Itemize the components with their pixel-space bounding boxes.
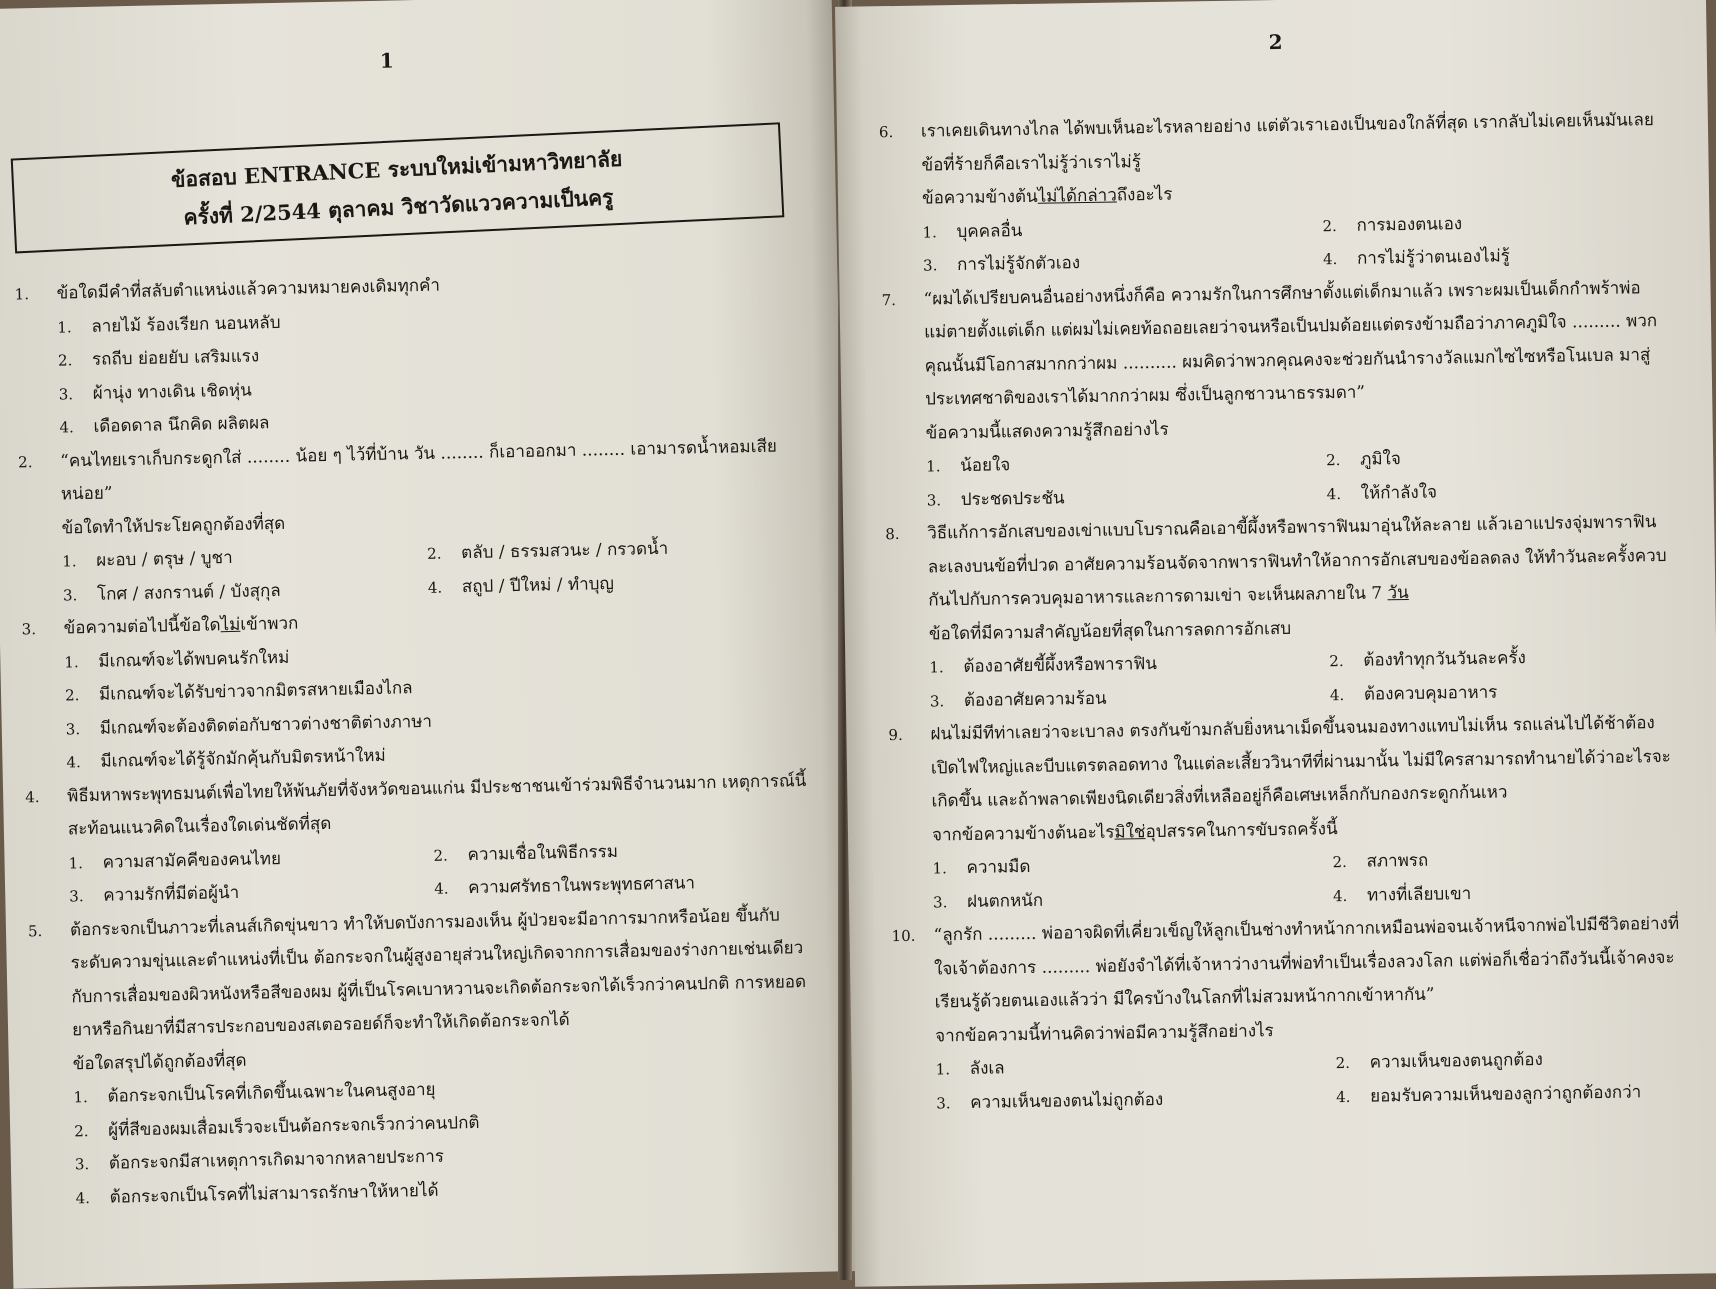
question-3 — [21, 597, 814, 781]
option-text: ต้อกระจกมีสาเหตุการเกิดมาจากหลายประการ — [108, 1146, 445, 1174]
option-text: ต้องอาศัยขี้ผึ้งหรือพาราฟิน — [963, 653, 1158, 677]
option-number: 2. — [1326, 451, 1341, 470]
option-text: รถถีบ ย่อยยับ เสริมแรง — [91, 346, 260, 370]
right-questions — [879, 104, 1685, 1121]
option-number: 3. — [922, 256, 938, 275]
question-number: 4. — [25, 787, 40, 806]
option-number: 1. — [922, 222, 938, 242]
option-number: 3. — [74, 1155, 90, 1174]
option-number: 3. — [62, 585, 78, 605]
question-5 — [28, 898, 824, 1216]
question-6 — [879, 104, 1672, 284]
option — [1333, 874, 1681, 913]
option-number: 2. — [1335, 1053, 1351, 1073]
stem-text: จากข้อความข้างต้นอะไร — [931, 822, 1115, 845]
stem-text: ถึงอะไร — [1116, 184, 1173, 206]
option-text: ทางที่เลียบเขา — [1366, 883, 1472, 906]
question-4 — [25, 764, 818, 915]
question-stem: “ผมได้เปรียบคนอื่นอย่างหนึ่งก็คือ ความรักในการศึกษาตั้งแต่เด็กมาแล้ว เพราะผมเป็นเด็กกำพร้าพ่อแม่ตายตั้งแต่เด็ก แต่ผมไม่เคยท้อถอยเลยว่าจนหรือเป็นปมด้อยแต่ตรงข้ามถือว่าภาคภูมิใจ ......... พวกคุณนั้นมีโอกาสมากกว่าผม .......... ผมคิดว่าพวกคุณคงจะช่วยกันนำรางวัลแมกไซไซหรือโนเบล มาสู่ประเทศชาติของเราได้มากกว่าผม ซึ่งเป็นลูกชาวนาธรรมดา” — [923, 277, 1658, 410]
option-number: 3. — [58, 384, 74, 404]
option-text: ลายไม้ ร้องเรียก นอนหลับ — [91, 312, 281, 337]
option-text: ยอมรับความเห็นของลูกว่าถูกต้องกว่า — [1370, 1081, 1642, 1107]
page-number: 2 — [1268, 29, 1283, 55]
option-text: ต้องอาศัยความร้อน — [963, 688, 1107, 711]
option-text: มีเกณฑ์จะได้รับข่าวจากมิตรสหายเมืองไกล — [98, 678, 413, 705]
option-text: ภูมิใจ — [1360, 449, 1402, 470]
option-number: 2. — [57, 351, 73, 370]
exam-title-box — [11, 122, 785, 253]
question-stem: “คนไทยเราเก็บกระดูกใส่ ........ น้อย ๆ ไว้ที่บ้าน วัน ........ ก็เอาออกมา ........ เอามารดน้ำหอมเสียหน่อย” — [59, 436, 778, 505]
option-text: ผู้ที่สีของผมเสื่อมเร็วจะเป็นต้อกระจกเร็วกว่าคนปกติ — [107, 1112, 480, 1141]
option-text: ตลับ / ธรรมสวนะ / กรวดน้ำ — [460, 538, 669, 564]
option-number: 3. — [65, 719, 81, 738]
option-number: 3. — [936, 1093, 951, 1112]
option-text: ความเห็นของตนถูกต้อง — [1369, 1049, 1544, 1073]
option-list — [15, 295, 808, 446]
option — [936, 1081, 1336, 1121]
option-number: 1. — [73, 1088, 89, 1107]
stem-text: วิธีแก้การอักเสบของเข่าแบบโบราณคือเอาขี้ผึ้งหรือพาราฟินมาอุ่นให้ละลาย แล้วเอาแปรงจุ่มพาราฟินละเลงบนข้อที่ปวด อาศัยความร้อนจัดจากพาราฟินทำให้อาการอักเสบของข้อลดลง ให้ทำวันละครั้งควบกันไปกับการควบคุมอาหารและการดามเข่า จะเห็นผลภายใน 7 — [927, 512, 1667, 611]
option-text: การไม่รู้ว่าตนเองไม่รู้ — [1356, 246, 1510, 269]
option-grid — [890, 841, 1681, 920]
underlined-word: วัน — [1387, 582, 1409, 604]
option-text: ผะอบ / ตรุษ / บูชา — [96, 547, 233, 571]
option-number: 4. — [434, 879, 449, 898]
option-text: สถูป / ปีใหม่ / ทำบุญ — [461, 573, 615, 597]
option-text: มีเกณฑ์จะได้พบคนรักใหม่ — [98, 647, 290, 672]
option-text: ผ้านุ่ง ทางเดิน เชิดหุ่น — [92, 380, 252, 404]
question-prompt: ข้อใดที่มีความสำคัญน้อยที่สุดในการลดการอักเสบ — [928, 618, 1292, 645]
question-stem: ฝนไม่มีทีท่าเลยว่าจะเบาลง ตรงกันข้ามกลับยิ่งหนาเม็ดขึ้นจนมองทางแทบไม่เห็น รถแล่นไปได้ช้าต้องเปิดไฟใหญ่และบีบแตรตลอดทาง ในแต่ละเสี้ยววินาทีที่ผ่านมานั้น ไม่มีใครสามารถทำนายได้ว่าอะไรจะเกิดขึ้น และถ้าพลาดเพียงนิดเดียวสิ่งที่เหลืออยู่ก็คือเศษเหล็กกับกองกระดูกก้นเหว — [930, 713, 1671, 812]
underlined-word: ไม่ — [220, 614, 241, 636]
question-7 — [881, 271, 1675, 518]
option-number: 3. — [932, 892, 948, 911]
option-text: ต้องควบคุมอาหาร — [1363, 682, 1498, 705]
option-number: 3. — [929, 691, 945, 711]
page-number: 1 — [379, 48, 395, 73]
option-text: ความศรัทธาในพระพุทธศาสนา — [467, 873, 696, 899]
underlined-word: มิใช่ — [1114, 821, 1146, 843]
option — [1332, 841, 1680, 880]
option-number: 1. — [932, 859, 947, 878]
option-number: 2. — [1332, 852, 1347, 872]
option — [1335, 1042, 1683, 1081]
option-number: 4. — [66, 753, 81, 772]
option-text: ต้อกระจกเป็นโรคที่เกิดขึ้นเฉพาะในคนสูงอายุ — [107, 1079, 436, 1107]
option-text: การไม่รู้จักตัวเอง — [956, 253, 1081, 276]
option-text: เดือดดาล นึกคิด ผลิตผล — [93, 413, 270, 437]
option-text: โกศ / สงกรานต์ / บังสุกุล — [96, 580, 281, 605]
question-number: 9. — [888, 725, 903, 745]
option-text: ความมืด — [966, 856, 1031, 878]
option-text: ความสามัคคีของคนไทย — [102, 848, 282, 873]
option-grid — [880, 204, 1671, 283]
option-number: 4. — [59, 418, 74, 437]
right-page — [835, 0, 1716, 1287]
question-number: 3. — [21, 620, 37, 639]
option-number: 2. — [1322, 216, 1337, 235]
option-number: 4. — [75, 1188, 91, 1207]
option-number: 4. — [1332, 886, 1348, 905]
question-1 — [14, 262, 807, 446]
option-number: 4. — [1326, 484, 1342, 503]
option — [1329, 640, 1677, 679]
question-number: 7. — [881, 290, 897, 309]
question-2 — [18, 429, 811, 613]
option — [1322, 204, 1670, 243]
option — [1326, 472, 1674, 511]
option-number: 4. — [1329, 685, 1345, 704]
option — [1336, 1075, 1684, 1114]
question-stem — [927, 506, 1676, 618]
question-stem: เราเคยเดินทางไกล ได้พบเห็นอะไรหลายอย่าง แต่ตัวเราเองเป็นของใกล้ที่สุด เรากลับไม่เคยเห็นมันเลย ข้อที่ร้ายก็คือเราไม่รู้ว่าเราไม่รู้ — [920, 110, 1654, 176]
question-number: 2. — [17, 452, 33, 471]
option-grid — [887, 640, 1678, 719]
question-stem: ข้อใดมีคำที่สลับตำแหน่งแล้วความหมายคงเดิมทุกคำ — [56, 275, 441, 304]
option-number: 1. — [57, 317, 72, 337]
question-stem: “ลูกรัก ......... พ่ออาจผิดที่เคี่ยวเข็ญให้ลูกเป็นช่างทำหน้ากากเหมือนพ่อจนเจ้าหนีจากพ่อไปมีชีวิตอย่างที่ใจเจ้าต้องการ ......... พ่อยังจำได้ที่เจ้าหาว่างานที่พ่อทำเป็นเรื่องลวงโลก แต่พ่อก็เชื่อว่าถึงวันนี้เจ้าคงจะเรียนรู้ด้วยตนเองแล้วว่า มีใครบ้างในโลกที่ไม่สวมหน้ากากเข้าหากัน” — [933, 913, 1680, 1013]
option-number: 1. — [935, 1060, 951, 1079]
question-number: 6. — [878, 123, 894, 142]
option-text: มีเกณฑ์จะได้รู้จักมักคุ้นกับมิตรหน้าใหม่ — [100, 745, 386, 772]
exam-subtitle: ครั้งที่ 2/2544 ตุลาคม วิชาวัดแววความเป็นครู — [182, 184, 614, 230]
option-number: 4. — [1336, 1087, 1351, 1106]
option-text: มีเกณฑ์จะต้องติดต่อกับชาวต่างชาติต่างภาษา — [99, 711, 433, 739]
question-prompt: จากข้อความนี้ท่านคิดว่าพ่อมีความรู้สึกอย่างไร — [935, 1020, 1274, 1046]
question-number: 1. — [14, 285, 30, 304]
underlined-word: ไม่ได้กล่าว — [1037, 185, 1117, 207]
option-text: ให้กำลังใจ — [1360, 482, 1438, 504]
question-10 — [891, 908, 1684, 1121]
option — [1330, 673, 1678, 712]
option-number: 1. — [929, 658, 944, 677]
option-number: 2. — [1329, 652, 1344, 671]
option-number: 4. — [427, 578, 443, 597]
option-grid — [893, 1042, 1684, 1121]
option-text: สภาพรถ — [1366, 850, 1429, 872]
option-number: 2. — [64, 686, 80, 705]
option-text: การมองตนเอง — [1356, 213, 1463, 236]
question-prompt: ข้อความนี้แสดงความรู้สึกอย่างไร — [925, 419, 1169, 444]
stem-text: ข้อความข้างต้น — [921, 186, 1038, 209]
option-number: 2. — [427, 544, 442, 563]
option-text: ฝนตกหนัก — [966, 890, 1044, 912]
option-grid — [884, 439, 1675, 518]
option-text: บุคคลอื่น — [956, 220, 1023, 242]
question-8 — [885, 506, 1678, 719]
exam-title: ข้อสอบ ENTRANCE ระบบใหม่เข้ามหาวิทยาลัย — [170, 145, 623, 193]
option-list — [31, 1066, 824, 1217]
option-text: ต้อกระจกเป็นโรคที่ไม่สามารถรักษาให้หายได้ — [109, 1180, 439, 1208]
stem-text: เข้าพวก — [240, 613, 299, 635]
option-number: 3. — [69, 887, 84, 906]
question-prompt: ข้อใดทำให้ประโยคถูกต้องที่สุด — [61, 513, 286, 539]
option-number: 2. — [74, 1121, 89, 1140]
option-number: 1. — [926, 457, 941, 476]
option-text: ต้องทำทุกวันวันละครั้ง — [1363, 648, 1526, 671]
question-prompt: ข้อใดสรุปได้ถูกต้องที่สุด — [72, 1050, 247, 1074]
option-number: 3. — [926, 490, 942, 510]
option-number: 2. — [433, 846, 449, 865]
question-stem: พิธีมหาพระพุทธมนต์เพื่อไทยให้พ้นภัยที่จังหวัดขอนแก่น มีประชาชนเข้าร่วมพิธีจำนวนมาก เหตุการณ์นี้สะท้อนแนวคิดในเรื่องใดเด่นชัดที่สุด — [66, 770, 807, 840]
stem-text: อุปสรรคในการขับรถครั้งนี้ — [1145, 818, 1338, 842]
option-list — [22, 630, 815, 781]
question-number: 8. — [885, 524, 900, 544]
stem-text: ข้อความต่อไปนี้ข้อใด — [63, 615, 221, 639]
option-number: 4. — [1322, 250, 1338, 269]
option-text: ลังเล — [969, 1058, 1005, 1079]
option — [1326, 439, 1674, 478]
question-number: 5. — [27, 921, 43, 940]
question-9 — [888, 707, 1681, 920]
option-text: ความเห็นของตนไม่ถูกต้อง — [970, 1089, 1164, 1113]
left-questions — [14, 262, 823, 1216]
question-number: 10. — [891, 926, 916, 946]
question-stem: ต้อกระจกเป็นภาวะที่เลนส์เกิดขุ่นขาว ทำให้บดบังการมองเห็น ผู้ป่วยจะมีอาการมากหรือน้อย ขึ้นกับระดับความขุ่นและตำแหน่งที่เป็น ต้อกระจกในผู้สูงอายุส่วนใหญ่เกิดจากการเสื่อมของร่างกายเช่นเดียวกับการเสื่อมของผิวหนังหรือสีของผม ผู้ที่เป็นโรคเบาหวานจะเกิดต้อกระจกได้เร็วกว่าคนปกติ การหยอดยาหรือกินยาที่มีสารประกอบของสเตอรอยด์ก็จะทำให้เกิดต้อกระจกได้ — [69, 905, 807, 1041]
option — [1323, 238, 1671, 277]
option-number: 1. — [64, 652, 79, 672]
option-text: ความรักที่มีต่อผู้นำ — [103, 882, 240, 906]
option-text: น้อยใจ — [960, 455, 1011, 477]
option-text: ประชดประชัน — [960, 487, 1065, 510]
option-number: 1. — [68, 853, 84, 872]
option-text: ความเชื่อในพิธีกรรม — [467, 841, 619, 865]
option-number: 1. — [62, 552, 77, 571]
